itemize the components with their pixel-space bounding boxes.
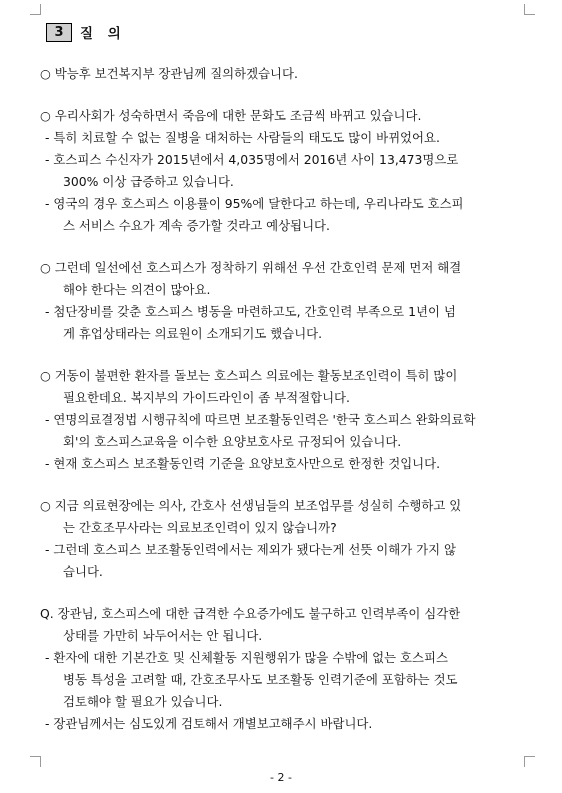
paragraph <box>40 365 525 475</box>
paragraph <box>40 603 525 735</box>
section-number-box: 3 <box>46 23 72 42</box>
detail-line: - 환자에 대한 기본간호 및 신체활동 지원행위가 많을 수밖에 없는 호스피스 <box>45 650 448 665</box>
question-line: ○ 지금 의료현장에는 의사, 간호사 선생님들의 보조업무를 성실히 수행하고 있 <box>40 498 462 513</box>
paragraph <box>40 495 525 583</box>
question-line: ○ 그런데 일선에선 호스피스가 정착하기 위해선 우선 간호인력 문제 먼저 해결 <box>40 260 462 275</box>
continuation-line: 게 휴업상태라는 의료원이 소개되기도 했습니다. <box>63 326 323 341</box>
question-line: Q. 장관님, 호스피스에 대한 급격한 수요증가에도 불구하고 인력부족이 심각한 <box>40 606 461 621</box>
page-number: - 2 - <box>270 771 292 784</box>
detail-line: - 그런데 호스피스 보조활동인력에서는 제외가 됐다는게 선뜻 이해가 가지 않 <box>45 542 456 557</box>
question-line: ○ 거동이 불편한 환자를 돌보는 호스피스 의료에는 활동보조인력이 특히 많이 <box>40 368 458 383</box>
document-body <box>40 63 525 755</box>
paragraph <box>40 63 525 85</box>
continuation-line: 300% 이상 급증하고 있습니다. <box>63 174 234 189</box>
continuation-line: 해야 한다는 의견이 많아요. <box>63 282 211 297</box>
section-title: 질 의 <box>80 26 126 42</box>
detail-line: - 첨단장비를 갖춘 호스피스 병동을 마련하고도, 간호인력 부족으로 1년이 넘 <box>45 304 456 319</box>
question-line: ○ 우리사회가 성숙하면서 죽음에 대한 문화도 조금씩 바뀌고 있습니다. <box>40 108 422 123</box>
continuation-line: 검토해야 할 필요가 있습니다. <box>63 694 223 709</box>
continuation-line: 는 간호조무사라는 의료보조인력이 있지 않습니까? <box>63 520 337 535</box>
paragraph <box>40 105 525 237</box>
continuation-line: 습니다. <box>63 564 103 579</box>
section-heading <box>46 22 126 42</box>
continuation-line: 회'의 호스피스교육을 이수한 요양보호사로 규정되어 있습니다. <box>63 434 402 449</box>
detail-line: - 연명의료결정법 시행규칙에 따르면 보조활동인력은 '한국 호스피스 완화의료학 <box>45 412 476 427</box>
detail-line: - 호스피스 수신자가 2015년에서 4,035명에서 2016년 사이 13,473명으로 <box>45 152 459 167</box>
question-line: ○ 박능후 보건복지부 장관님께 질의하겠습니다. <box>40 66 298 81</box>
continuation-line: 병동 특성을 고려할 때, 간호조무사도 보조활동 인력기준에 포함하는 것도 <box>63 672 458 687</box>
crop-mark-top-left <box>30 4 41 15</box>
continuation-line: 상태를 가만히 놔두어서는 안 됩니다. <box>63 628 263 643</box>
detail-line: - 영국의 경우 호스피스 이용률이 95%에 달한다고 하는데, 우리나라도 호스피 <box>45 196 464 211</box>
detail-line: - 특히 치료할 수 없는 질병을 대처하는 사람들의 태도도 많이 바뀌었어요. <box>45 130 440 145</box>
crop-mark-bottom-left <box>30 756 41 767</box>
crop-mark-bottom-right <box>524 756 535 767</box>
crop-mark-top-right <box>524 4 535 15</box>
continuation-line: 필요한데요. 복지부의 가이드라인이 좀 부적절합니다. <box>63 390 350 405</box>
paragraph <box>40 257 525 345</box>
detail-line: - 장관님께서는 심도있게 검토해서 개별보고해주시 바랍니다. <box>45 716 373 731</box>
continuation-line: 스 서비스 수요가 계속 증가할 것라고 예상됩니다. <box>63 218 330 233</box>
detail-line: - 현재 호스피스 보조활동인력 기준을 요양보호사만으로 한정한 것입니다. <box>45 456 441 471</box>
